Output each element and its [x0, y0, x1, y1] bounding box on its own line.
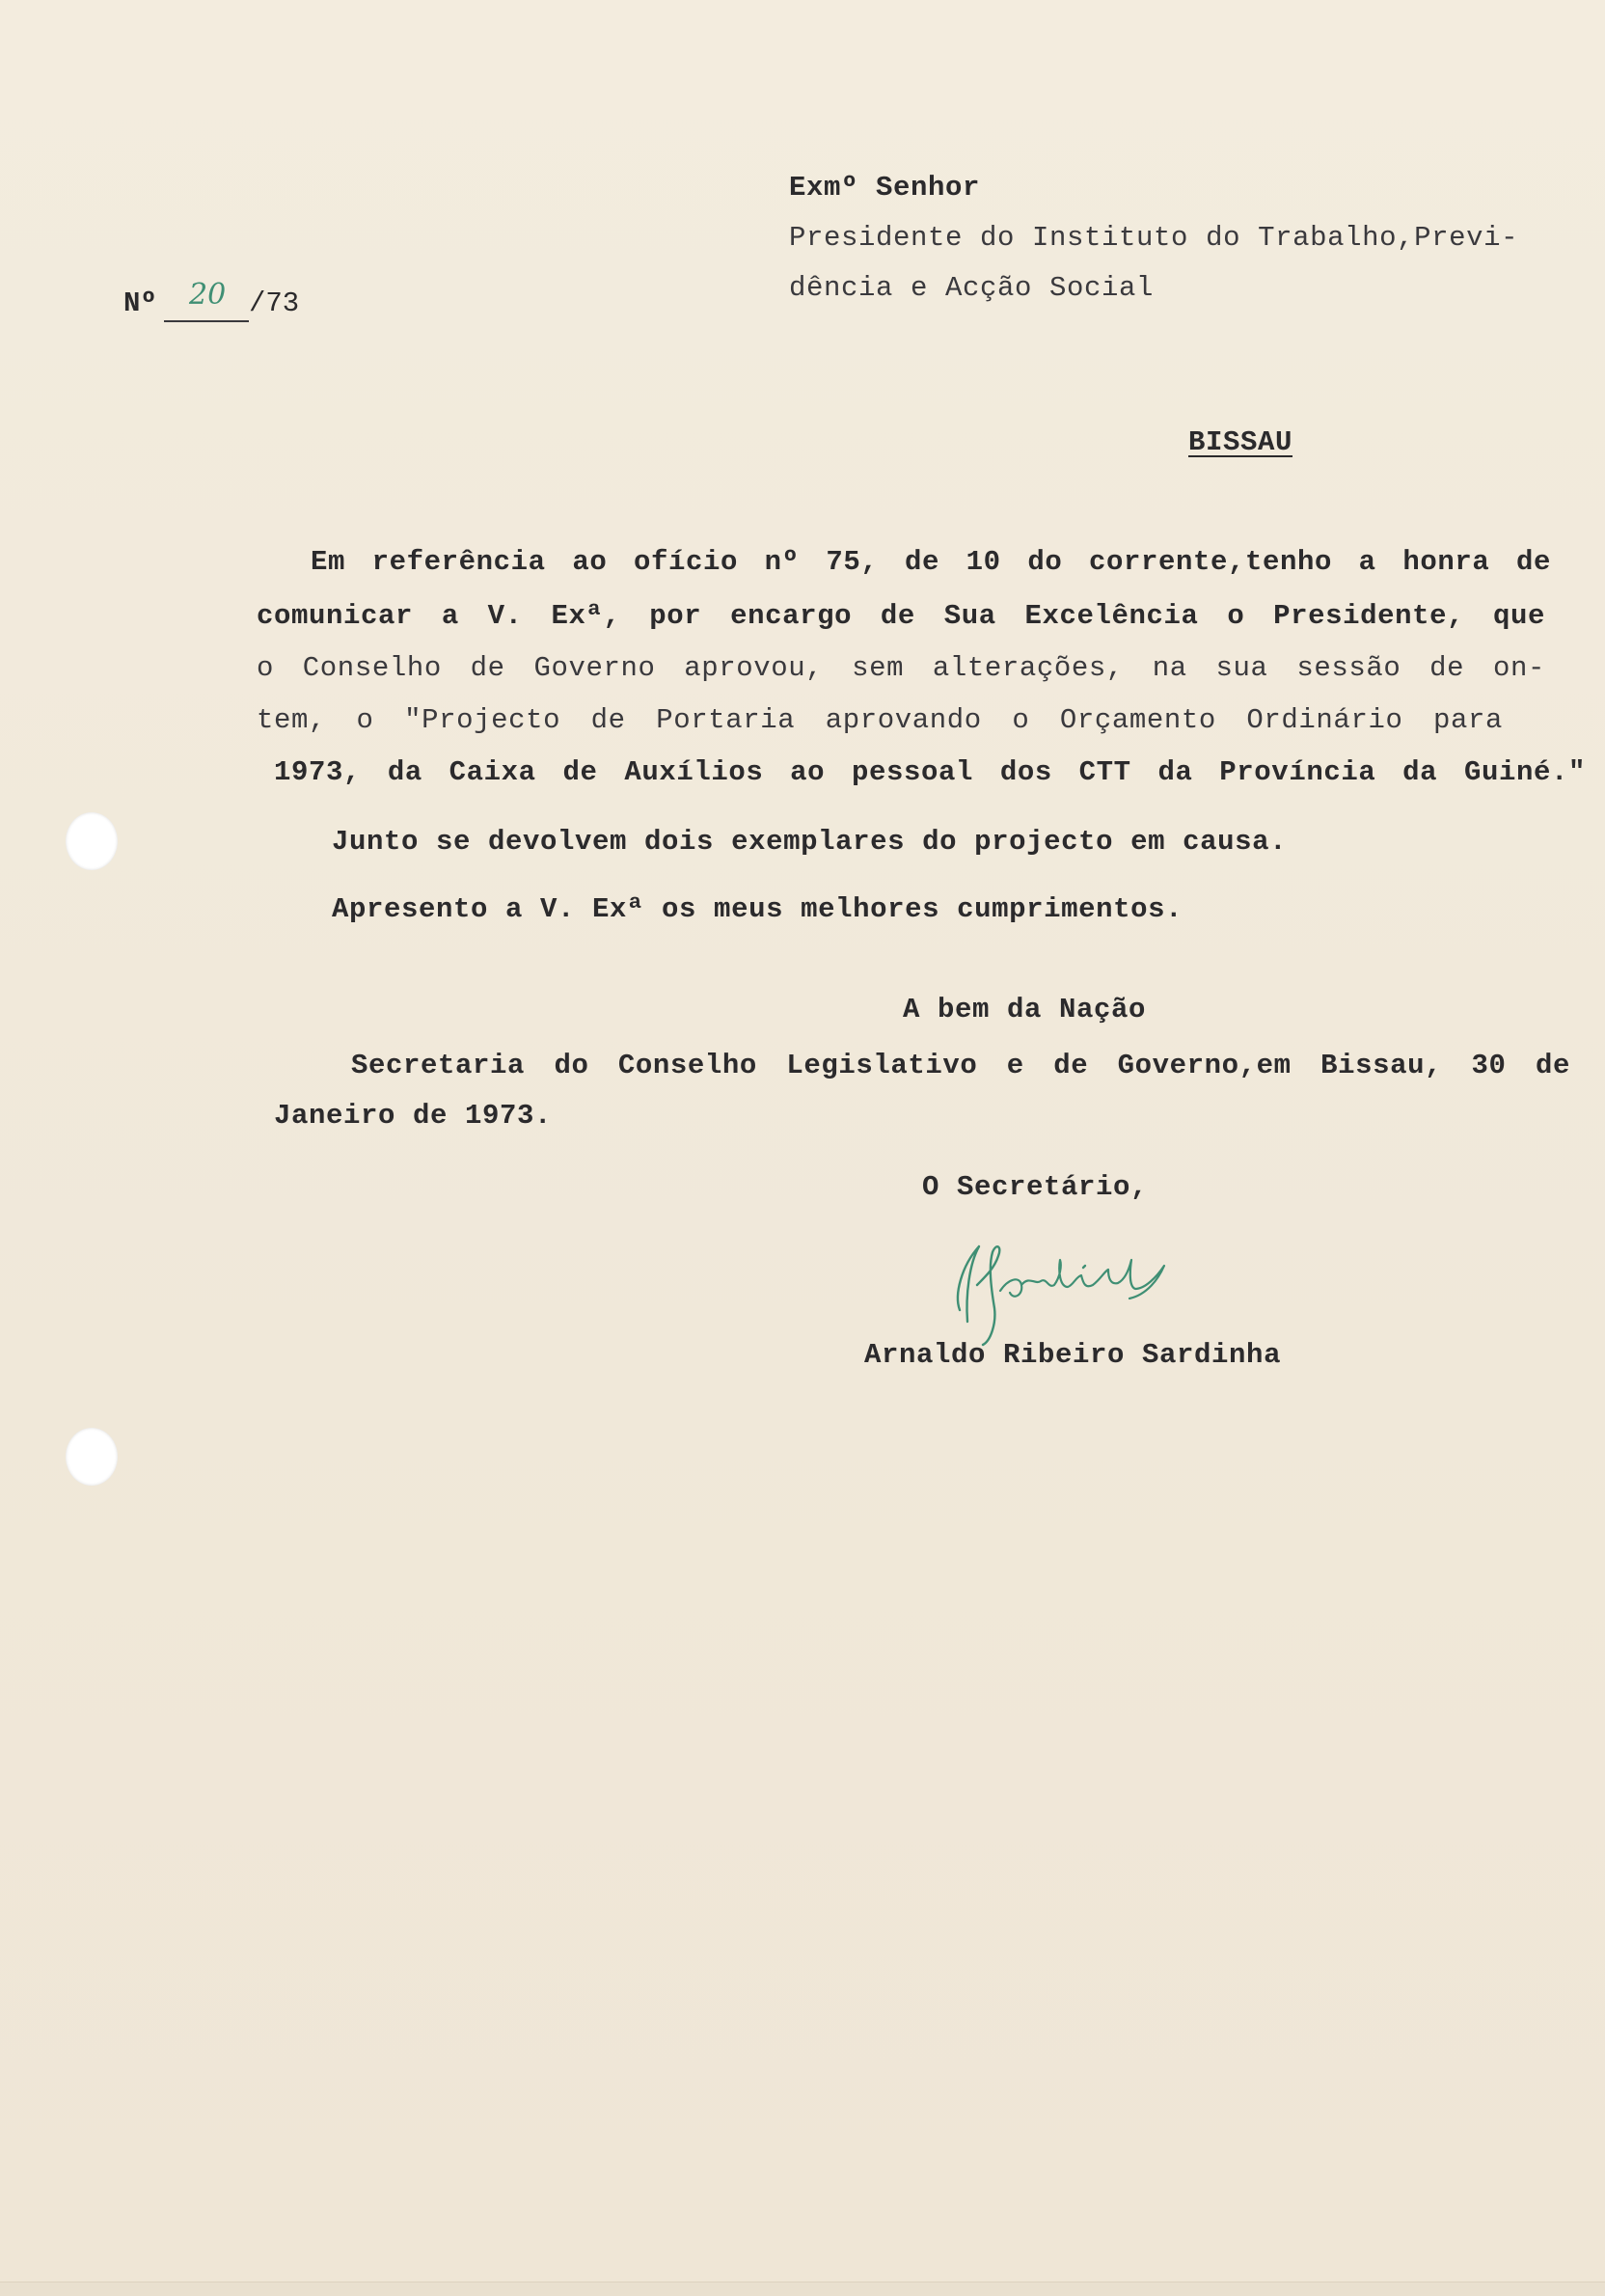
closing-role: O Secretário,: [922, 1171, 1149, 1203]
signatory-name: Arnaldo Ribeiro Sardinha: [864, 1339, 1282, 1371]
body-paragraph-2: Junto se devolvem dois exemplares do projecto em causa.: [332, 826, 1288, 858]
closing-motto: A bem da Nação: [903, 994, 1147, 1025]
body-line-1: Em referência ao ofício nº 75, de 10 do corrente,tenho a honra de: [311, 546, 1551, 578]
closing-place-date-1: Secretaria do Conselho Legislativo e de Governo,em Bissau, 30 de: [351, 1050, 1570, 1081]
reference-prefix: Nº: [123, 287, 157, 319]
page-bottom-edge: [0, 2282, 1605, 2296]
addressee-city: BISSAU: [1188, 426, 1293, 458]
handwritten-signature: [940, 1217, 1172, 1353]
punch-hole-top: [66, 812, 118, 870]
body-line-3: o Conselho de Governo aprovou, sem alterações, na sua sessão de on-: [257, 652, 1545, 684]
body-line-2: comunicar a V. Exª, por encargo de Sua Excelência o Presidente, que: [257, 600, 1545, 632]
addressee-line-1: Presidente do Instituto do Trabalho,Previ-: [789, 222, 1519, 254]
addressee-salutation: Exmº Senhor: [789, 172, 981, 204]
reference-handwritten-number: 20: [189, 278, 227, 312]
closing-place-date-2: Janeiro de 1973.: [274, 1100, 553, 1132]
body-line-4: tem, o "Projecto de Portaria aprovando o Orçamento Ordinário para: [257, 704, 1503, 736]
body-paragraph-3: Apresento a V. Exª os meus melhores cumprimentos.: [332, 893, 1183, 925]
reference-suffix: /73: [249, 287, 300, 319]
body-line-5: 1973, da Caixa de Auxílios ao pessoal dos CTT da Província da Guiné.": [274, 756, 1586, 788]
addressee-line-2: dência e Acção Social: [789, 272, 1155, 304]
punch-hole-bottom: [66, 1428, 118, 1486]
